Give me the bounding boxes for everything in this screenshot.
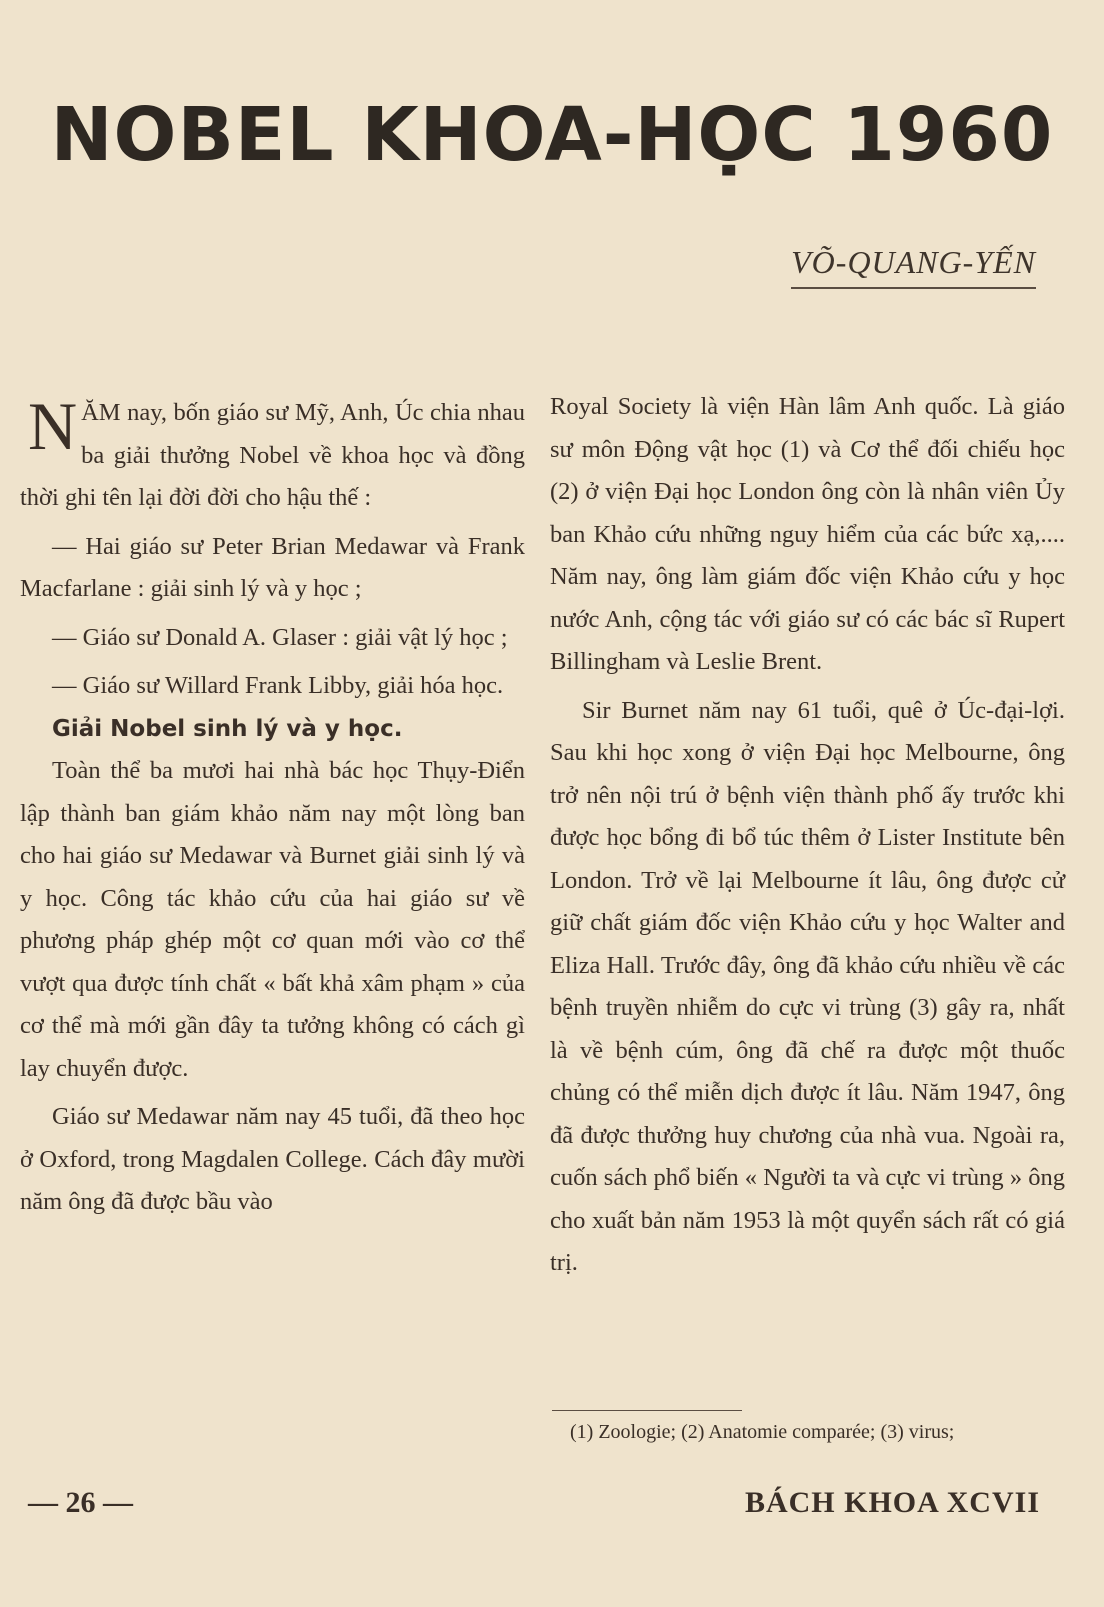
footnote-divider bbox=[552, 1410, 742, 1411]
body-paragraph: Sir Burnet năm nay 61 tuổi, quê ở Úc-đại-lợi. Sau khi học xong ở viện Đại học Melbourne, ông trở nên nội trú ở bệnh viện thành phố ấy trước khi được học bổng đi bổ túc thêm ở Lister Institute bên London. Trở về lại Melbourne ít lâu, ông được cử giữ chất giám đốc viện Khảo cứu y học Walter and Eliza Hall. Trước đây, ông đã khảo cứu nhiều về các bệnh truyền nhiễm do cực vi trùng (3) gây ra, nhất là về bệnh cúm, ông đã chế ra được một thuốc chủng có thể miễn dịch được ít lâu. Năm 1947, ông đã được thưởng huy chương của nhà vua. Ngoài ra, cuốn sách phổ biến « Người ta và cực vi trùng » ông cho xuất bản năm 1953 là một quyển sách rất có giá trị. bbox=[550, 696, 1065, 1276]
right-column bbox=[550, 386, 1065, 1285]
intro-smallcaps: ĂM bbox=[81, 399, 121, 426]
intro-text: nay, bốn giáo sư Mỹ, Anh, Úc chia nhau ba giải thưởng Nobel về khoa học và đồng thời ghi tên lại đời đời cho hậu thế : bbox=[20, 399, 525, 511]
list-item-physics: — Giáo sư Donald A. Glaser : giải vật lý học ; bbox=[52, 623, 508, 651]
body-paragraph: Royal Society là viện Hàn lâm Anh quốc. Là giáo sư môn Động vật học (1) và Cơ thể đối chiếu học (2) ở viện Đại học London ông còn là nhân viên Ủy ban Khảo cứu những nguy hiểm của các bức xạ,.... Năm nay, ông làm giám đốc viện Khảo cứu y học nước Anh, cộng tác với giáo sư có các bác sĩ Rupert Billingham và Leslie Brent. bbox=[550, 393, 1065, 675]
list-item-medicine: — Hai giáo sư Peter Brian Medawar và Frank Macfarlane : giải sinh lý và y học ; bbox=[20, 532, 525, 602]
footnote: (1) Zoologie; (2) Anatomie comparée; (3) virus; bbox=[570, 1421, 955, 1443]
list-item-chemistry: — Giáo sư Willard Frank Libby, giải hóa học. bbox=[52, 672, 504, 699]
section-heading: Giải Nobel sinh lý và y học. bbox=[52, 715, 403, 742]
page-number: — 26 — bbox=[28, 1486, 133, 1519]
drop-cap: N bbox=[28, 388, 78, 464]
body-paragraph: Giáo sư Medawar năm nay 45 tuổi, đã theo học ở Oxford, trong Magdalen College. Cách đây mười năm ông đã được bầu vào bbox=[20, 1103, 525, 1215]
left-column bbox=[20, 388, 525, 1224]
article-author: VÕ-QUANG-YẾN bbox=[791, 244, 1036, 289]
intro-paragraph bbox=[20, 388, 525, 520]
magazine-name: BÁCH KHOA XCVII bbox=[744, 1486, 1040, 1519]
body-paragraph: Toàn thể ba mươi hai nhà bác học Thụy-Điển lập thành ban giám khảo năm nay một lòng ban cho hai giáo sư Medawar và Burnet giải sinh lý và y học. Công tác khảo cứu của hai giáo sư về phương pháp ghép một cơ quan mới vào cơ thể vượt qua được tính chất « bất khả xâm phạm » của cơ thể mà mới gần đây ta tưởng không có cách gì lay chuyển được. bbox=[20, 757, 525, 1082]
article-title: NOBEL KHOA-HỌC 1960 bbox=[50, 92, 1054, 178]
